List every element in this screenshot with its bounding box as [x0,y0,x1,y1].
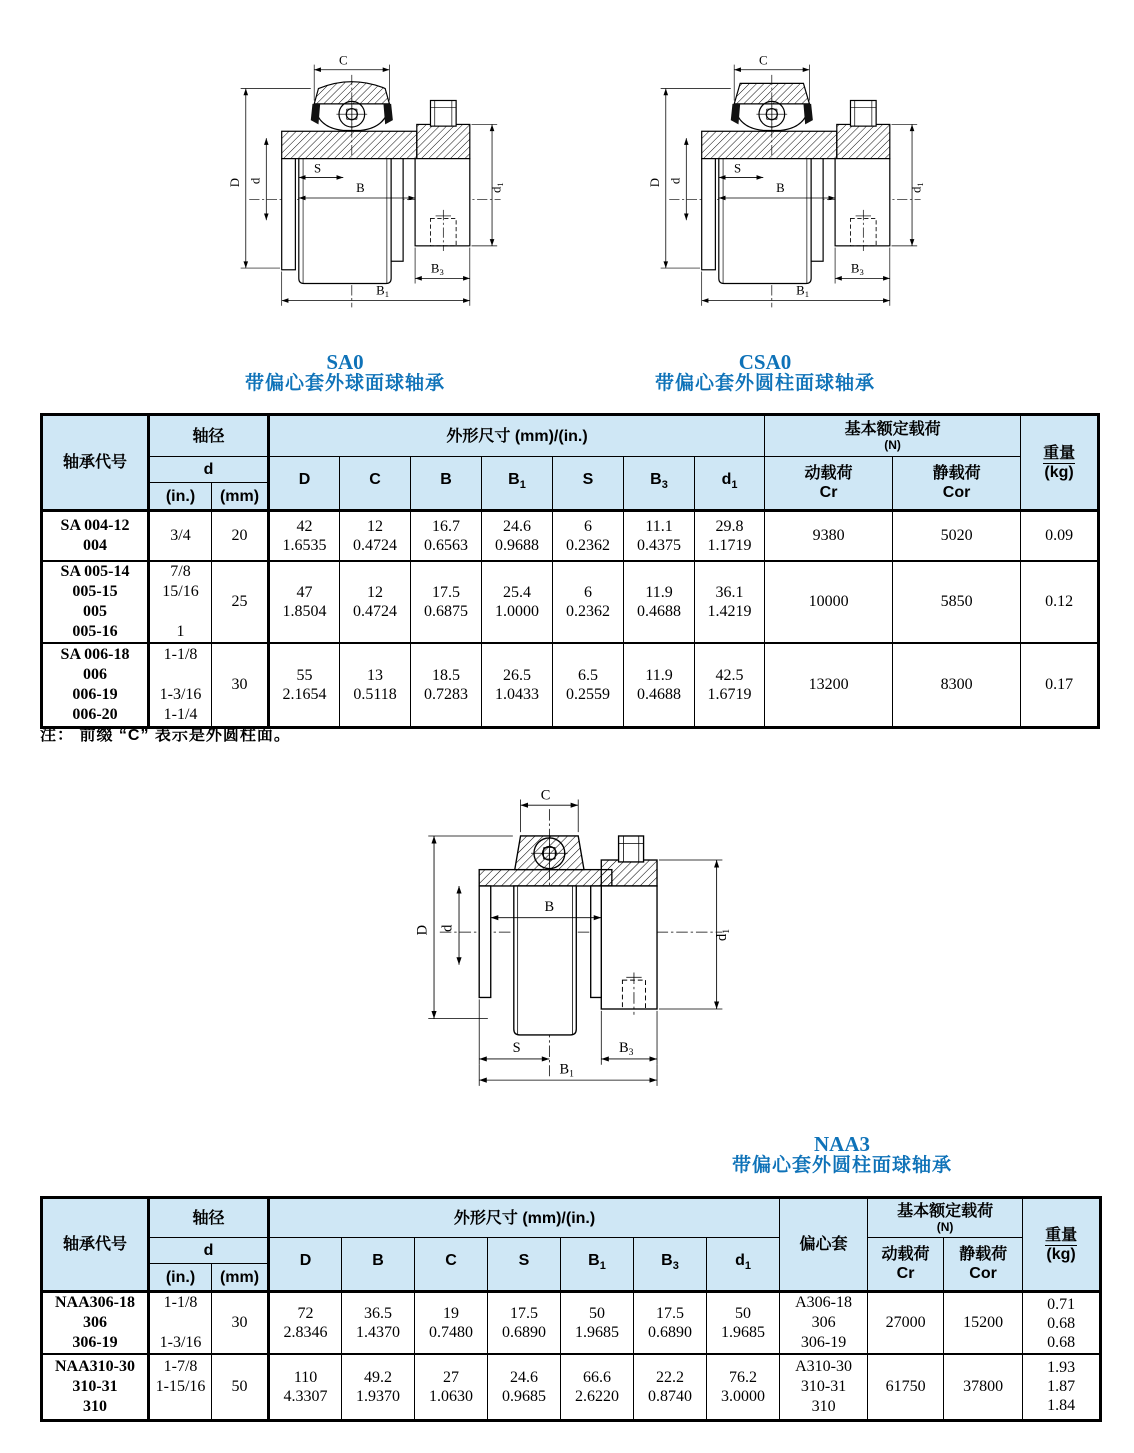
figure-naa3-title: 带偏心套外圆柱面球轴承 [731,1155,952,1176]
figure-sa0-title: 带偏心套外球面球轴承 [244,373,445,394]
table-row [42,511,1099,561]
cell-weight: 1.93 1.87 1.84 [1023,1354,1101,1420]
header-weight: 重量 (kg) [1021,415,1099,511]
cell-mm: 30 [212,643,269,728]
dim-label-S: S [512,1040,521,1057]
cell-B1: 25.4 1.0000 [482,561,553,643]
cell-D: 47 1.8504 [269,561,340,643]
cell-d1: 29.8 1.1719 [695,511,765,561]
cell-B: 16.7 0.6563 [411,511,482,561]
cell-C: 12 0.4724 [340,561,411,643]
dim-label-d1: $d_1$ [714,928,733,941]
cell-D: 42 1.6535 [269,511,340,561]
seal-right [383,104,392,125]
seal-left [311,104,320,125]
figure-csa0-drawing [635,52,930,314]
dim-label-B3: $B_3$ [430,261,444,277]
dim-label-D: D [647,177,662,188]
cell-cr: 10000 [765,561,893,643]
cell-weight: 0.17 [1021,643,1099,728]
header-col-D: D [269,1238,342,1292]
header-eccentric-collar: 偏心套 [780,1198,868,1292]
header-col-B3: $B_3$ [624,457,695,511]
cell-S: 17.5 0.6890 [488,1292,561,1355]
table-row [42,561,1099,643]
header-shaft-dia: 轴径 [149,415,269,457]
header-inch: (in.) [149,1264,212,1292]
header-col-B3: $B_3$ [634,1238,707,1292]
cell-B1: 26.5 1.0433 [482,643,553,728]
cell-D: 55 2.1654 [269,643,340,728]
figure-csa0-title: 带偏心套外圆柱面球轴承 [654,373,875,394]
cell-cor: 8300 [893,643,1021,728]
cell-collar-codes: A306-18 306 306-19 [780,1292,868,1355]
figure-csa0-caption [615,352,915,394]
table-row [42,643,1099,728]
table-naa3 [40,1196,1102,1422]
cell-weight: 0.71 0.68 0.68 [1023,1292,1101,1355]
cell-cr: 9380 [765,511,893,561]
header-col-B: B [342,1238,415,1292]
cell-codes: SA 004-12 004 [42,511,149,561]
seal-left [731,104,740,125]
header-d: d [149,1238,269,1264]
cell-S: 6.5 0.2559 [553,643,624,728]
cell-D: 72 2.8346 [269,1292,342,1355]
cell-B3: 11.1 0.4375 [624,511,695,561]
cell-cor: 37800 [944,1354,1023,1420]
cell-mm: 25 [212,561,269,643]
dim-label-d: d [668,177,683,185]
header-static-load: 静载荷 Cor [893,457,1021,511]
cell-C: 19 0.7480 [415,1292,488,1355]
cell-B: 36.5 1.4370 [342,1292,415,1355]
dim-label-C: C [540,787,551,804]
cell-codes: SA 006-18 006 006-19 006-20 [42,643,149,728]
header-col-B: B [411,457,482,511]
header-load-rating: 基本额定载荷 (N) [765,415,1021,457]
set-screw [850,100,876,126]
header-col-d1: $d_1$ [707,1238,780,1292]
header-col-B1: $B_1$ [561,1238,634,1292]
cell-mm: 20 [212,511,269,561]
figure-sa0-code: SA0 [326,350,364,374]
header-col-D: D [269,457,340,511]
cell-codes: NAA306-18 306 306-19 [42,1292,149,1355]
dim-label-B: B [356,180,365,195]
cell-B3: 17.5 0.6890 [634,1292,707,1355]
header-shaft-dia: 轴径 [149,1198,269,1238]
dim-label-d1: $d_1$ [909,182,926,194]
cell-inch: 3/4 [149,511,212,561]
dim-label-B3: $B_3$ [850,261,864,277]
dim-label-d1: $d_1$ [489,182,506,194]
dim-label-B: B [776,180,785,195]
table-note: 注： 前缀 “C” 表示是外圆柱面。 [40,727,291,744]
cell-B1: 24.6 0.9688 [482,511,553,561]
seal-right [803,104,812,125]
cell-C: 13 0.5118 [340,643,411,728]
header-load-rating: 基本额定载荷 (N) [868,1198,1023,1238]
figure-sa0-drawing [215,52,510,314]
cell-cor: 15200 [944,1292,1023,1355]
cell-mm: 30 [212,1292,269,1355]
header-d: d [149,457,269,483]
header-weight: 重量 (kg) [1023,1198,1101,1292]
cell-S: 6 0.2362 [553,511,624,561]
dim-label-S: S [314,161,322,176]
header-col-C: C [415,1238,488,1292]
cell-cr: 61750 [868,1354,944,1420]
figure-sa0-caption [195,352,495,394]
cell-B: 17.5 0.6875 [411,561,482,643]
figure-naa3-drawing [405,786,737,1108]
cell-S: 24.6 0.9685 [488,1354,561,1420]
cell-cor: 5020 [893,511,1021,561]
header-dynamic-load: 动载荷 Cr [765,457,893,511]
header-mm: (mm) [212,1264,269,1292]
cell-cr: 13200 [765,643,893,728]
dim-label-C: C [758,53,768,68]
cell-d1: 76.2 3.0000 [707,1354,780,1420]
cell-B3: 22.2 0.8740 [634,1354,707,1420]
figure-naa3-code: NAA3 [814,1132,870,1156]
header-col-B1: $B_1$ [482,457,553,511]
figure-csa0-code: CSA0 [738,350,792,374]
dim-label-d: d [439,924,456,932]
dim-label-D: D [414,924,431,936]
figure-naa3-caption [692,1134,992,1176]
cell-B1: 66.6 2.6220 [561,1354,634,1420]
dim-label-D: D [227,177,242,188]
cell-inch: 7/8 15/16 1 [149,561,212,643]
cell-mm: 50 [212,1354,269,1420]
table-row [42,1292,1101,1355]
dim-label-d: d [248,177,263,185]
cell-d1: 42.5 1.6719 [695,643,765,728]
table-sa0 [40,413,1100,729]
dim-label-B: B [544,898,555,915]
dim-label-B1: $B_1$ [796,283,810,300]
cell-B: 49.2 1.9370 [342,1354,415,1420]
cell-weight: 0.09 [1021,511,1099,561]
header-col-S: S [553,457,624,511]
header-col-C: C [340,457,411,511]
header-dimensions: 外形尺寸 (mm)/(in.) [269,415,765,457]
header-bearing-code: 轴承代号 [42,1198,149,1292]
header-static-load: 静载荷 Cor [944,1238,1023,1292]
header-dynamic-load: 动载荷 Cr [868,1238,944,1292]
cell-d1: 50 1.9685 [707,1292,780,1355]
cell-C: 27 1.0630 [415,1354,488,1420]
cell-B3: 11.9 0.4688 [624,643,695,728]
cell-cr: 27000 [868,1292,944,1355]
header-inch: (in.) [149,483,212,511]
cell-codes: NAA310-30 310-31 310 [42,1354,149,1420]
set-screw [619,836,644,862]
dim-label-B3: $B_3$ [619,1040,634,1059]
cell-C: 12 0.4724 [340,511,411,561]
cell-inch: 1-1/8 1-3/16 1-1/4 [149,643,212,728]
cell-d1: 36.1 1.4219 [695,561,765,643]
cell-codes: SA 005-14 005-15 005 005-16 [42,561,149,643]
cell-D: 110 4.3307 [269,1354,342,1420]
cell-S: 6 0.2362 [553,561,624,643]
dim-label-S: S [734,161,742,176]
cell-inch: 1-1/8 1-3/16 [149,1292,212,1355]
cell-B1: 50 1.9685 [561,1292,634,1355]
cell-cor: 5850 [893,561,1021,643]
header-dimensions: 外形尺寸 (mm)/(in.) [269,1198,780,1238]
table-row [42,1354,1101,1420]
cell-inch: 1-7/8 1-15/16 [149,1354,212,1420]
cell-B: 18.5 0.7283 [411,643,482,728]
dim-label-B1: $B_1$ [559,1061,574,1080]
cell-B3: 11.9 0.4688 [624,561,695,643]
header-col-S: S [488,1238,561,1292]
header-bearing-code: 轴承代号 [42,415,149,511]
cell-collar-codes: A310-30 310-31 310 [780,1354,868,1420]
dim-label-C: C [338,53,348,68]
header-col-d1: $d_1$ [695,457,765,511]
dim-label-B1: $B_1$ [376,283,390,300]
set-screw [430,100,456,126]
header-mm: (mm) [212,483,269,511]
cell-weight: 0.12 [1021,561,1099,643]
